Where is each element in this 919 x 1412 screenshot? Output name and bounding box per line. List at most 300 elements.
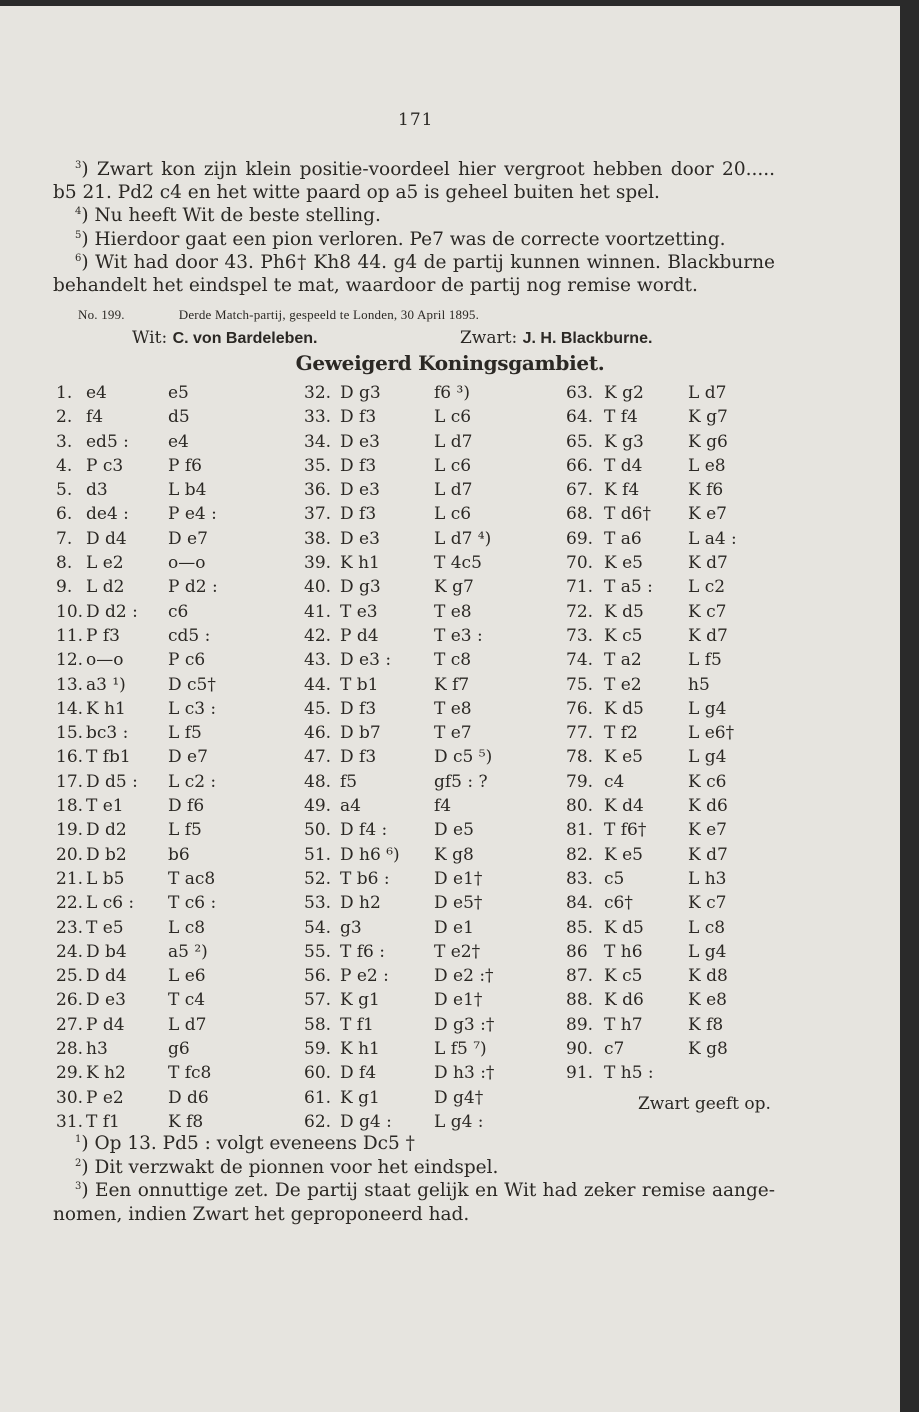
white-move: K d5 (604, 601, 644, 622)
white-move: K g2 (604, 383, 644, 403)
black-move: L c8 (168, 917, 206, 938)
black-move: L b4 (168, 480, 207, 501)
move-number: 62. (304, 1111, 332, 1132)
move-number: 51. (304, 844, 332, 865)
footnote-text: behandelt het eindspel te mat, waardoor de partij nog remise wordt. (53, 275, 698, 296)
white-move: K f4 (604, 480, 640, 501)
white-move: T f4 (604, 407, 638, 428)
move-number: 11. (56, 625, 84, 646)
move-number: 72. (566, 601, 594, 622)
move-number: 22. (56, 893, 84, 914)
white-move: D e3 : (340, 650, 392, 671)
black-move: K e7 (688, 504, 727, 525)
black-move: L c3 : (168, 698, 217, 719)
black-move: K d6 (688, 796, 728, 817)
black-move: L e6 (168, 966, 206, 987)
black-move: T e7 (434, 723, 472, 744)
move-number: 21. (56, 868, 84, 889)
move-number: 54. (304, 917, 332, 938)
black-move: T fc8 (168, 1063, 212, 1084)
white-move: T h7 (604, 1014, 643, 1035)
move-number: 42. (304, 625, 332, 646)
black-move: K d7 (688, 844, 728, 865)
move-number: 12. (56, 650, 84, 671)
white-move: g3 (340, 917, 362, 938)
white-move: K g1 (340, 1087, 380, 1108)
black-move: D g3 :† (434, 1014, 495, 1035)
move-number: 79. (566, 771, 594, 792)
white-move: D b7 (340, 723, 381, 744)
move-number: 6. (56, 504, 73, 525)
black-move: K e7 (688, 820, 727, 841)
white-move: f4 (86, 407, 104, 428)
black-move: D c5 ⁵) (434, 747, 493, 768)
white-move: de4 : (86, 504, 129, 525)
white-move: K d5 (604, 917, 644, 938)
black-move: T e8 (434, 698, 472, 719)
footnote-text: nomen, indien Zwart het geproponeerd had. (53, 1203, 470, 1225)
footnote-marker: 3 (75, 1181, 82, 1192)
white-move: P d4 (340, 625, 379, 646)
white-move: T f1 (86, 1111, 120, 1132)
black-move: D e5† (434, 893, 483, 914)
white-move: K d5 (604, 698, 644, 719)
footnote-line (53, 274, 775, 298)
move-number: 40. (304, 577, 332, 598)
move-number: 56. (304, 966, 332, 987)
black-move: K c7 (688, 601, 727, 622)
black-move: D h3 :† (434, 1063, 495, 1084)
game-event: Derde Match-partij, gespeeld te Londen, 30 April 1895. (178, 307, 480, 322)
move-number: 85. (566, 917, 594, 938)
black-move: K g6 (688, 431, 728, 452)
footnote-marker: 6 (75, 252, 82, 264)
white-move: D b2 (86, 844, 127, 865)
white-move: P f3 (86, 625, 120, 646)
black-move: K g8 (688, 1039, 728, 1060)
white-move: T e3 (340, 601, 378, 622)
black-move: o—o (168, 553, 206, 574)
move-number: 84. (566, 893, 594, 914)
black-move: D e7 (168, 528, 208, 549)
black-move: T c6 : (168, 893, 217, 914)
white-move: D b4 (86, 941, 127, 962)
black-move: L d7 (434, 480, 473, 501)
move-number: 50. (304, 820, 332, 841)
move-number: 60. (304, 1063, 332, 1084)
black-move: D d6 (168, 1087, 209, 1108)
opening-title: Geweigerd Koningsgambiet. (295, 351, 605, 375)
black-move: L d7 (688, 383, 727, 403)
black-move: P d2 : (168, 577, 218, 598)
black-move: gf5 : ? (434, 771, 488, 792)
footnote-line: $^3$) Een onnuttige zet. De partij staat gelijk en Wit had zeker remise aange- (75, 1180, 775, 1201)
move-number: 41. (304, 601, 332, 622)
black-move: D e1† (434, 990, 483, 1011)
move-number: 39. (304, 553, 332, 574)
white-move: D d4 (86, 966, 127, 987)
black-move: K c6 (688, 771, 727, 792)
move-number: 71. (566, 577, 594, 598)
white-move: D g3 (340, 577, 381, 598)
game-info (78, 307, 479, 323)
white-move: K e5 (604, 747, 643, 768)
white-move: K h1 (86, 698, 126, 719)
move-number: 25. (56, 966, 84, 987)
black-move: L c2 : (168, 771, 217, 792)
footnote-marker: 5 (75, 229, 82, 241)
black-move: D c5† (168, 674, 216, 695)
white-move: T f6† (604, 820, 647, 841)
move-number: 91. (566, 1063, 594, 1084)
white-move: D h2 (340, 893, 381, 914)
move-number: 4. (56, 455, 73, 476)
black-move: D e1 (434, 917, 474, 938)
footnote-marker: 3 (75, 160, 82, 171)
move-number: 37. (304, 504, 332, 525)
white-move: L e2 (86, 553, 124, 574)
move-number: 45. (304, 698, 332, 719)
white-move: D f3 (340, 698, 377, 719)
move-number: 57. (304, 990, 332, 1011)
white-move: D d2 : (86, 601, 138, 622)
move-number: 32. (304, 383, 332, 403)
move-number: 53. (304, 893, 332, 914)
white-move: c6† (604, 893, 633, 914)
black-move: L g4 (688, 698, 727, 719)
white-move: K c5 (604, 966, 643, 987)
footnote-line (53, 1203, 775, 1227)
move-number: 23. (56, 917, 84, 938)
white-move: D f3 (340, 455, 377, 476)
move-number: 74. (566, 650, 594, 671)
black-move: D e1† (434, 868, 483, 889)
white-move: T f2 (604, 723, 638, 744)
white-move: T a2 (604, 650, 642, 671)
white-move: D f4 : (340, 820, 388, 841)
move-number: 80. (566, 796, 594, 817)
move-number: 58. (304, 1014, 332, 1035)
move-number: 44. (304, 674, 332, 695)
footnote-marker: 1 (75, 1134, 82, 1145)
white-move: T f6 : (340, 941, 385, 962)
black-move: L g4 (688, 747, 727, 768)
black-move: c6 (168, 601, 189, 622)
white-player-line (132, 328, 318, 348)
black-move: L e8 (688, 455, 726, 476)
white-move: D g3 (340, 383, 381, 403)
white-move: T b6 : (340, 868, 390, 889)
white-move: D e3 (340, 528, 380, 549)
move-number: 78. (566, 747, 594, 768)
move-number: 82. (566, 844, 594, 865)
black-move: h5 (688, 674, 710, 695)
black-player: J. H. Blackburne. (522, 330, 653, 347)
black-move: T c8 (434, 650, 472, 671)
white-move: D e3 (340, 480, 380, 501)
move-number: 2. (56, 407, 73, 428)
white-move: P d4 (86, 1014, 125, 1035)
move-number: 69. (566, 528, 594, 549)
move-number: 64. (566, 407, 594, 428)
move-number: 9. (56, 577, 73, 598)
move-number: 27. (56, 1014, 84, 1035)
black-move: L a4 : (688, 528, 737, 549)
move-number: 43. (304, 650, 332, 671)
move-number: 13. (56, 674, 84, 695)
move-number: 14. (56, 698, 84, 719)
white-move: K d4 (604, 796, 644, 817)
footnote-line: $^1$) Op 13. Pd5 : volgt eveneens Dc5 † (75, 1133, 415, 1154)
black-move: L f5 (688, 650, 722, 671)
move-number: 67. (566, 480, 594, 501)
footnote-text: b5 21. Pd2 c4 en het witte paard op a5 is geheel buiten het spel. (53, 182, 660, 204)
move-number: 34. (304, 431, 332, 452)
black-move: T ac8 (168, 868, 216, 889)
move-number: 73. (566, 625, 594, 646)
white-move: K h1 (340, 1039, 380, 1060)
move-number: 15. (56, 723, 84, 744)
black-move: K d8 (688, 966, 728, 987)
move-number: 81. (566, 820, 594, 841)
black-move: e4 (168, 431, 189, 452)
white-move: K c5 (604, 625, 643, 646)
footnote-text: Op 13. Pd5 : volgt eveneens Dc5 † (94, 1133, 415, 1154)
white-move: c7 (604, 1039, 625, 1060)
white-move: D d5 : (86, 771, 138, 792)
move-number: 61. (304, 1087, 332, 1108)
black-move: T e3 : (434, 625, 483, 646)
footnote-line: $^5$) Hierdoor gaat een pion verloren. Pe7 was de correcte voortzetting. (75, 228, 726, 250)
white-move: a4 (340, 796, 361, 817)
black-move: L g4 (688, 941, 727, 962)
white-move: T h6 (604, 941, 643, 962)
footnote-text: Hierdoor gaat een pion verloren. Pe7 was de correcte voortzetting. (94, 228, 726, 250)
black-move: e5 (168, 383, 189, 403)
move-number: 38. (304, 528, 332, 549)
white-move: f5 (340, 771, 358, 792)
black-move: cd5 : (168, 625, 211, 646)
black-player-line (460, 328, 652, 348)
black-move: L f5 ⁷) (434, 1039, 487, 1060)
move-number: 47. (304, 747, 332, 768)
game-result: Zwart geeft op. (638, 1094, 771, 1114)
white-move: K e5 (604, 553, 643, 574)
white-move: bc3 : (86, 723, 129, 744)
white-move: c4 (604, 771, 625, 792)
white-move: T d4 (604, 455, 643, 476)
white-move: T fb1 (86, 747, 131, 768)
black-move: D f6 (168, 796, 205, 817)
move-number: 29. (56, 1063, 84, 1084)
move-number: 70. (566, 553, 594, 574)
move-number: 65. (566, 431, 594, 452)
move-number: 28. (56, 1039, 84, 1060)
white-move: K g3 (604, 431, 644, 452)
black-move: K g8 (434, 844, 474, 865)
black-move: D e7 (168, 747, 208, 768)
white-move: K h2 (86, 1063, 126, 1084)
move-number: 3. (56, 431, 73, 452)
move-number: 89. (566, 1014, 594, 1035)
book-page (0, 6, 900, 1412)
footnote-marker: 4 (75, 206, 82, 218)
white-move: D f3 (340, 747, 377, 768)
white-move: T h5 : (604, 1063, 654, 1084)
move-number: 5. (56, 480, 73, 501)
black-move: L f5 (168, 723, 202, 744)
move-number: 52. (304, 868, 332, 889)
white-move: o—o (86, 650, 124, 671)
white-move: e4 (86, 383, 107, 403)
white-move: D g4 : (340, 1111, 392, 1132)
black-move: P f6 (168, 455, 202, 476)
footnote-text: Wit had door 43. Ph6† Kh8 44. g4 de partij kunnen winnen. Blackburne (95, 251, 775, 273)
white-move: K d6 (604, 990, 644, 1011)
footnote-text: Een onnuttige zet. De partij staat gelijk en Wit had zeker remise aange- (94, 1180, 775, 1201)
white-move: a3 ¹) (86, 674, 126, 695)
black-label: Zwart: (460, 328, 518, 348)
move-number: 36. (304, 480, 332, 501)
white-move: D e3 (340, 431, 380, 452)
move-number: 59. (304, 1039, 332, 1060)
white-move: D d4 (86, 528, 127, 549)
footnote-line: $^4$) Nu heeft Wit de beste stelling. (75, 205, 381, 227)
white-move: h3 (86, 1039, 108, 1060)
move-number: 68. (566, 504, 594, 525)
white-move: T e5 (86, 917, 124, 938)
move-number: 10. (56, 601, 84, 622)
move-number: 26. (56, 990, 84, 1011)
move-number: 18. (56, 796, 84, 817)
white-move: D d2 (86, 820, 127, 841)
black-move: L c8 (688, 917, 726, 938)
move-number: 90. (566, 1039, 594, 1060)
white-move: D f3 (340, 407, 377, 428)
white-move: T e2 (604, 674, 642, 695)
footnote-line (53, 181, 775, 205)
black-move: L c2 (688, 577, 726, 598)
white-move: T d6† (604, 504, 651, 525)
move-number: 77. (566, 723, 594, 744)
page-number: 171 (398, 110, 434, 130)
move-number: 17. (56, 771, 84, 792)
move-number: 88. (566, 990, 594, 1011)
white-move: L c6 : (86, 893, 135, 914)
move-number: 76. (566, 698, 594, 719)
white-move: K g1 (340, 990, 380, 1011)
white-move: L d2 (86, 577, 125, 598)
black-move: K f8 (688, 1014, 724, 1035)
white-move: D e3 (86, 990, 126, 1011)
white-move: D h6 ⁶) (340, 844, 400, 865)
move-number: 46. (304, 723, 332, 744)
footnote-line: $^6$) Wit had door 43. Ph6† Kh8 44. g4 de partij kunnen winnen. Blackburne (75, 251, 775, 273)
white-move: c5 (604, 868, 625, 889)
black-move: K d7 (688, 625, 728, 646)
black-move: L e6† (688, 723, 735, 744)
black-move: L h3 (688, 868, 727, 889)
black-move: L d7 ⁴) (434, 528, 492, 549)
black-move: D e5 (434, 820, 474, 841)
white-move: P c3 (86, 455, 124, 476)
black-move: T e2† (434, 941, 481, 962)
footnote-text: Zwart kon zijn klein positie-voordeel hier vergroot hebben door 20..... (96, 159, 775, 180)
move-number: 7. (56, 528, 73, 549)
move-number: 35. (304, 455, 332, 476)
white-move: T e1 (86, 796, 124, 817)
white-move: d3 (86, 480, 108, 501)
white-move: D f4 (340, 1063, 377, 1084)
footnote-line: $^3$) Zwart kon zijn klein positie-voordeel hier vergroot hebben door 20..... (75, 159, 775, 180)
white-move: K e5 (604, 844, 643, 865)
white-label: Wit: (132, 328, 168, 348)
black-move: K c7 (688, 893, 727, 914)
white-move: T a6 (604, 528, 642, 549)
black-move: D g4† (434, 1087, 484, 1108)
black-move: d5 (168, 407, 190, 428)
white-move: ed5 : (86, 431, 129, 452)
move-number: 8. (56, 553, 73, 574)
move-number: 24. (56, 941, 84, 962)
black-move: L c6 (434, 504, 472, 525)
black-move: K g7 (434, 577, 474, 598)
black-move: K g7 (688, 407, 728, 428)
footnote-marker: 2 (75, 1157, 82, 1169)
white-move: T b1 (340, 674, 379, 695)
white-move: K h1 (340, 553, 380, 574)
black-move: f6 ³) (434, 383, 470, 403)
black-move: f4 (434, 796, 452, 817)
move-number: 30. (56, 1087, 84, 1108)
move-number: 49. (304, 796, 332, 817)
black-move: K e8 (688, 990, 727, 1011)
black-move: T 4c5 (434, 553, 482, 574)
black-move: L c6 (434, 455, 472, 476)
white-player: C. von Bardeleben. (172, 330, 318, 347)
move-number: 55. (304, 941, 332, 962)
white-move: L b5 (86, 868, 125, 889)
footnote-text: Dit verzwakt de pionnen voor het eindspel. (94, 1156, 499, 1178)
move-number: 86 (566, 941, 588, 962)
black-move: L c6 (434, 407, 472, 428)
black-move: K f8 (168, 1111, 204, 1132)
black-move: K d7 (688, 553, 728, 574)
black-move: T e8 (434, 601, 472, 622)
white-move: P e2 (86, 1087, 124, 1108)
black-move: L d7 (168, 1014, 207, 1035)
move-number: 66. (566, 455, 594, 476)
black-move: P c6 (168, 650, 206, 671)
move-number: 83. (566, 868, 594, 889)
white-move: P e2 : (340, 966, 389, 987)
move-number: 63. (566, 383, 594, 403)
black-move: L g4 : (434, 1111, 484, 1132)
black-move: L d7 (434, 431, 473, 452)
white-move: T a5 : (604, 577, 653, 598)
move-number: 16. (56, 747, 84, 768)
black-move: L f5 (168, 820, 202, 841)
move-number: 31. (56, 1111, 84, 1132)
move-number: 48. (304, 771, 332, 792)
black-move: K f6 (688, 480, 724, 501)
black-move: D e2 :† (434, 966, 494, 987)
white-move: T f1 (340, 1014, 374, 1035)
black-move: K f7 (434, 674, 470, 695)
move-number: 19. (56, 820, 84, 841)
black-move: T c4 (168, 990, 206, 1011)
move-number: 33. (304, 407, 332, 428)
